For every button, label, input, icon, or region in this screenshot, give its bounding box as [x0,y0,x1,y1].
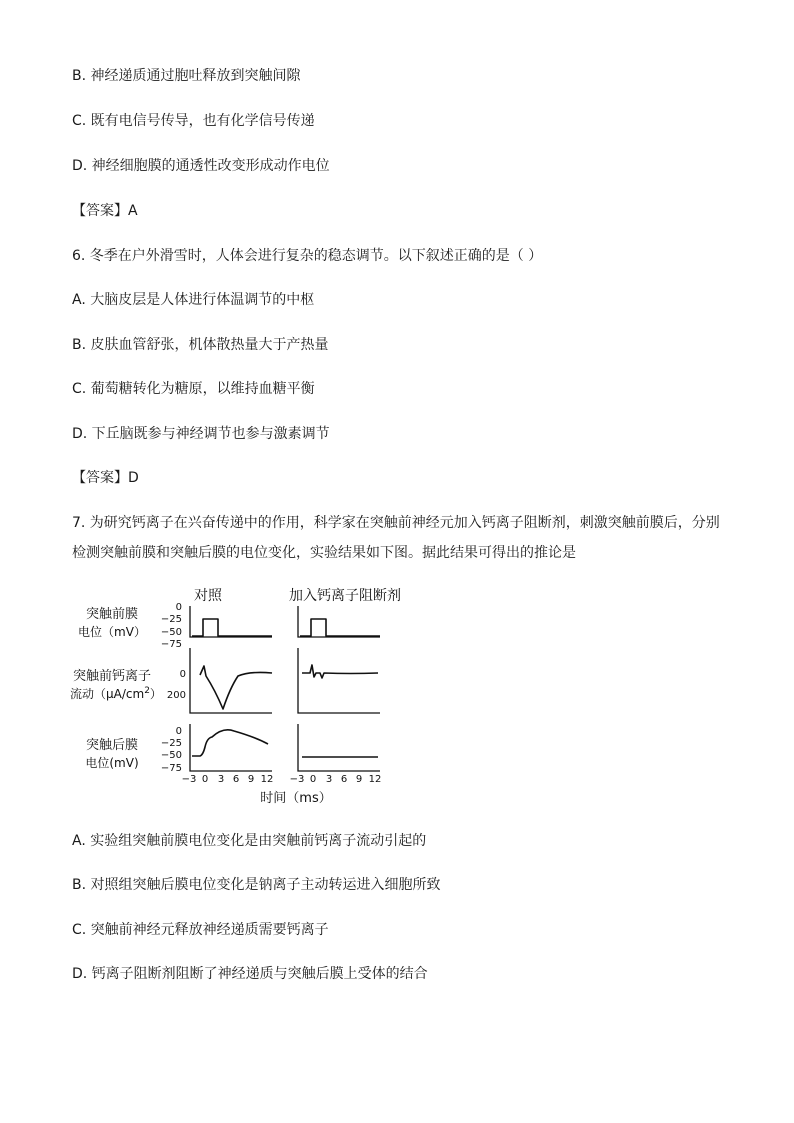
line-6d: D. 下丘脑既参与神经调节也参与激素调节 [72,426,330,442]
option-7a: A. 实验组突触前膜电位变化是由突触前钙离子流动引起的 [72,833,427,849]
xtick-ctrl-0: 0 [201,774,209,785]
tick-r1-75: −75 [160,639,182,650]
xtick-ctrl-m3: −3 [181,774,197,785]
experiment-figure-svg [60,582,420,812]
axis-ctrl-r3 [190,724,272,771]
tick-r3-25: −25 [160,738,182,749]
option-7b: B. 对照组突触后膜电位变化是钠离子主动转运进入细胞所致 [72,877,441,893]
xtick-blk-0: 0 [309,774,317,785]
line-6b: B. 皮肤血管舒张，机体散热量大于产热量 [72,337,329,353]
xtick-blk-3: 3 [325,774,333,785]
trace-ctrl-calcium-flow [200,666,272,709]
tick-r1-50: −50 [160,627,182,638]
trace-blk-presynaptic-potential [300,619,380,636]
answer-5: 【答案】A [72,203,138,219]
xtick-blk-12: 12 [368,774,382,785]
axis-blk-r3 [298,724,380,771]
tick-r3-50: −50 [160,750,182,761]
trace-ctrl-postsynaptic-potential [192,730,268,756]
tick-r1-25: −25 [160,614,182,625]
line-6a: A. 大脑皮层是人体进行体温调节的中枢 [72,292,315,308]
row2-label-sup: 2 [144,686,150,696]
col-blocker: 加入钙离子阻断剂 [289,588,401,604]
row3-label-a: 突触后膜 [85,738,139,753]
xtick-blk-m3: −3 [289,774,305,785]
col-control: 对照 [194,588,222,604]
tick-r3-0: 0 [175,726,182,737]
tick-r2-200: 200 [166,690,186,701]
xtick-ctrl-3: 3 [217,774,225,785]
line-6c: C. 葡萄糖转化为糖原，以维持血糖平衡 [72,381,315,397]
xtick-ctrl-12: 12 [260,774,274,785]
axis-ctrl-r2 [190,648,272,713]
row1-label-b: 电位（mV） [78,625,146,639]
row3-label-b: 电位(mV) [85,756,139,770]
tick-r2-0: 0 [179,669,186,680]
row2-label-b [70,686,162,701]
row2-label-a: 突触前钙离子 [72,669,152,684]
axis-blk-r2 [298,648,380,713]
xtick-blk-6: 6 [340,774,348,785]
row2-label-b-main: 流动（μA/cm [70,687,145,701]
experiment-figure [60,582,420,812]
line-1: B. 神经递质通过胞吐释放到突触间隙 [72,68,301,84]
x-axis-label: 时间（ms） [260,791,332,806]
answer-6: 【答案】D [72,470,139,486]
option-7d: D. 钙离子阻断剂阻断了神经递质与突触后膜上受体的结合 [72,966,428,982]
tick-r3-75: −75 [160,763,182,774]
trace-blk-calcium-flow [302,665,378,678]
row2-label-c: ） [149,687,162,701]
xtick-ctrl-6: 6 [232,774,240,785]
trace-ctrl-presynaptic-potential [192,619,272,636]
tick-r1-0: 0 [175,602,182,613]
row1-label-a: 突触前膜 [85,607,139,622]
line-2: C. 既有电信号传导，也有化学信号传递 [72,113,315,129]
xtick-blk-9: 9 [355,774,363,785]
question-7-line1: 7. 为研究钙离子在兴奋传递中的作用，科学家在突触前神经元加入钙离子阻断剂，刺激突触前膜后，分别 [72,515,720,531]
option-7c: C. 突触前神经元释放神经递质需要钙离子 [72,922,329,938]
question-7-line2: 检测突触前膜和突触后膜的电位变化，实验结果如下图。据此结果可得出的推论是 [72,545,576,561]
question-6: 6. 冬季在户外滑雪时，人体会进行复杂的稳态调节。以下叙述正确的是（ ） [72,248,543,264]
line-3: D. 神经细胞膜的通透性改变形成动作电位 [72,158,330,174]
xtick-ctrl-9: 9 [247,774,255,785]
